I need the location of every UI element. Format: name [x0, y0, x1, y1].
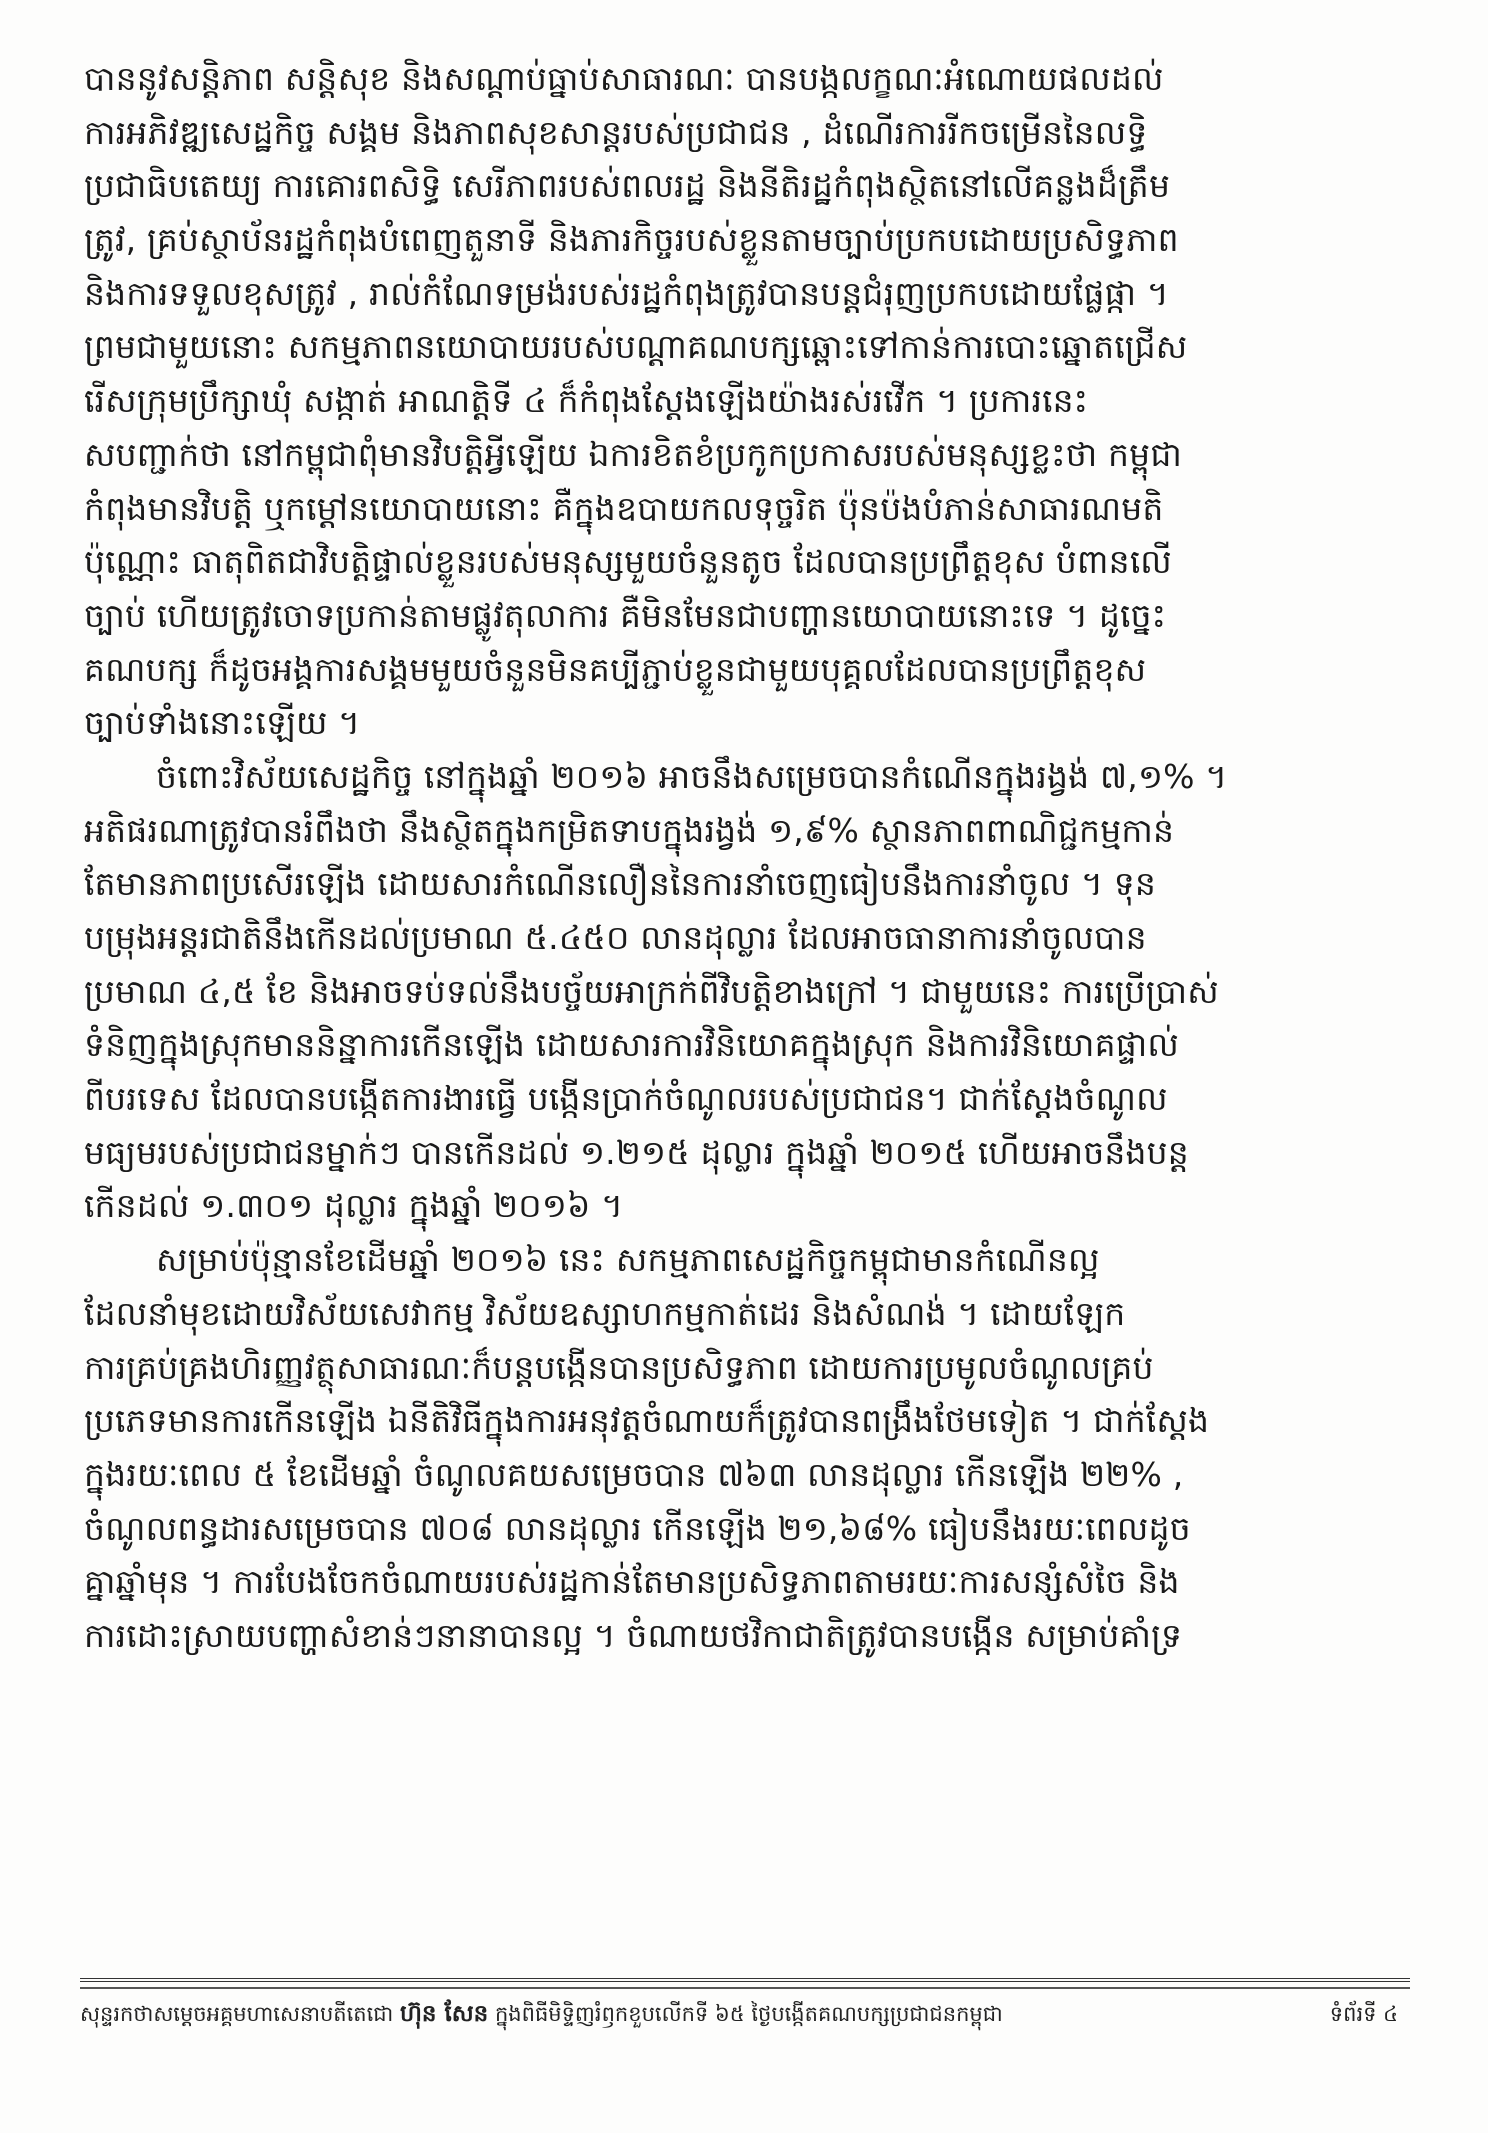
text-line: ច្បាប់ ហើយត្រូវចោទប្រកាន់តាមផ្លូវតុលាការ គឺមិនមែនជាបញ្ហានយោបាយនោះទេ ។ ដូច្នេះ	[84, 595, 1167, 635]
text-line: កើនដល់ ១.៣០១ ដុល្លារ ក្នុងឆ្នាំ ២០១៦ ។	[84, 1186, 624, 1226]
paragraph	[84, 52, 1404, 750]
text-line: ចំណូលពន្ធដារសម្រេចបាន ៧០៨ លានដុល្លារ កើនឡើង ២១,៦៨% ធៀបនឹងរយៈពេលដូច	[84, 1508, 1191, 1548]
text-line: ដែលនាំមុខដោយវិស័យសេវាកម្ម វិស័យឧស្សាហកម្មកាត់ដេរ និងសំណង់ ។ ដោយឡែក	[84, 1293, 1126, 1333]
text-line: ប្រភេទមានការកើនឡើង ឯនីតិវិធីក្នុងការអនុវត្តចំណាយក៏ត្រូវបានពង្រឹងថែមទៀត ។ ជាក់ស្តែង	[84, 1401, 1210, 1441]
text-line: គ្នាឆ្នាំមុន ។ ការបែងចែកចំណាយរបស់រដ្ឋកាន់តែមានប្រសិទ្ធភាពតាមរយៈការសន្សំសំចៃ និង	[84, 1562, 1180, 1602]
text-line: ការគ្រប់គ្រងហិរញ្ញវត្ថុសាធារណៈក៏បន្តបង្កើនបានប្រសិទ្ធភាព ដោយការប្រមូលចំណូលគ្រប់	[84, 1347, 1154, 1387]
text-line: សម្រាប់ប៉ុន្មានខែដើមឆ្នាំ ២០១៦ នេះ សកម្មភាពសេដ្ឋកិច្ចកម្ពុជាមានកំណើនល្អ	[156, 1240, 1100, 1280]
text-line: មធ្យមរបស់ប្រជាជនម្នាក់ៗ បានកើនដល់ ១.២១៥ ដុល្លារ ក្នុងឆ្នាំ ២០១៥ ហើយអាចនឹងបន្ត	[84, 1132, 1189, 1172]
text-line: ពីបរទេស ដែលបានបង្កើតការងារធ្វើ បង្កើនប្រាក់ចំណូលរបស់ប្រជាជន។ ជាក់ស្តែងចំណូល	[84, 1079, 1168, 1119]
text-line: ក្នុងរយៈពេល ៥ ខែដើមឆ្នាំ ចំណូលគយសម្រេចបាន ៧៦៣ លានដុល្លារ កើនឡើង ២២% ,	[84, 1454, 1184, 1494]
text-line: ចំពោះវិស័យសេដ្ឋកិច្ច នៅក្នុងឆ្នាំ ២០១៦ អាចនឹងសម្រេចបានកំណើនក្នុងរង្វង់ ៧,១% ។	[156, 756, 1228, 796]
text-line: ប្រជាធិបតេយ្យ ការគោរពសិទ្ធិ សេរីភាពរបស់ពលរដ្ឋ និងនីតិរដ្ឋកំពុងស្ថិតនៅលើគន្លងដ៏ត្រឹម	[84, 166, 1171, 206]
text-line: ការអភិវឌ្ឍសេដ្ឋកិច្ច សង្គម និងភាពសុខសាន្តរបស់ប្រជាជន , ដំណើរការរីកចម្រើននៃលទ្ធិ	[84, 112, 1148, 152]
text-line: ទំនិញក្នុងស្រុកមាននិន្នាការកើនឡើង ដោយសារការវិនិយោគក្នុងស្រុក និងការវិនិយោគផ្ទាល់	[84, 1025, 1179, 1065]
text-line: អតិផរណាត្រូវបានរំពឹងថា នឹងស្ថិតក្នុងកម្រិតទាបក្នុងរង្វង់ ១,៩% ស្ថានភាពពាណិជ្ជកម្មកាន់	[84, 810, 1175, 850]
footer-divider-thin	[80, 1987, 1410, 1989]
text-line: ព្រមជាមួយនោះ សកម្មភាពនយោបាយរបស់បណ្តាគណបក្សឆ្ពោះទៅកាន់ការបោះឆ្នោតជ្រើស	[84, 327, 1188, 367]
footer-speaker-name: ហ៊ុន សែន	[399, 2001, 489, 2027]
footer-title-prefix: សុន្ទរកថាសម្តេចអគ្គមហាសេនាបតីតេជោ	[80, 2002, 394, 2026]
body-text	[84, 52, 1404, 1663]
text-line: រើសក្រុមប្រឹក្សាឃុំ សង្កាត់ អាណត្តិទី ៤ ក៏កំពុងស្តែងឡើងយ៉ាងរស់រវើក ។ ប្រការនេះ	[84, 381, 1089, 421]
text-line: កំពុងមានវិបត្តិ ឬកម្តៅនយោបាយនោះ គឺក្នុងឧបាយកលទុច្ចរិត ប៉ុនប៉ងបំភាន់សាធារណមតិ	[84, 488, 1164, 528]
page-footer	[80, 1994, 1410, 2034]
footer-divider	[80, 1978, 1410, 1982]
text-line: ច្បាប់ទាំងនោះឡើយ ។	[84, 703, 361, 743]
paragraph	[84, 1233, 1404, 1663]
text-line: និងការទទួលខុសត្រូវ , រាល់កំណែទម្រង់របស់រដ្ឋកំពុងត្រូវបានបន្តជំរុញប្រកបដោយផ្លែផ្កា ។	[84, 273, 1169, 313]
text-line: ត្រូវ, គ្រប់ស្ថាប័នរដ្ឋកំពុងបំពេញតួនាទី និងភារកិច្ចរបស់ខ្លួនតាមច្បាប់ប្រកបដោយប្រសិទ្ធភាព	[84, 220, 1179, 260]
text-line: ប៉ុណ្ណោះ ធាតុពិតជាវិបត្តិផ្ទាល់ខ្លួនរបស់មនុស្សមួយចំនួនតូច ដែលបានប្រព្រឹត្តខុស បំពានលើ	[84, 542, 1172, 582]
text-line: បម្រុងអន្តរជាតិនឹងកើនដល់ប្រមាណ ៥.៤៥០ លានដុល្លារ ដែលអាចធានាការនាំចូលបាន	[84, 918, 1147, 957]
text-line: បាននូវសន្តិភាព សន្តិសុខ និងសណ្តាប់ធ្នាប់សាធារណៈ បានបង្កលក្ខណៈអំណោយផលដល់	[84, 59, 1164, 98]
paragraph	[84, 750, 1404, 1233]
text-line: ការដោះស្រាយបញ្ហាសំខាន់ៗនានាបានល្អ ។ ចំណាយថវិកាជាតិត្រូវបានបង្កើន សម្រាប់គាំទ្រ	[84, 1615, 1183, 1655]
footer-title-suffix: ក្នុងពិធីមិទ្ទិញរំឭកខួបលើកទី ៦៥ ថ្ងៃបង្កើតគណបក្សប្រជាជនកម្ពុជា	[494, 2002, 1003, 2026]
text-line: តែមានភាពប្រសើរឡើង ដោយសារកំណើនលឿននៃការនាំចេញធៀបនឹងការនាំចូល ។ ទុន	[84, 864, 1157, 904]
text-line: គណបក្ស ក៏ដូចអង្គការសង្គមមួយចំនួនមិនគប្បីភ្ជាប់ខ្លួនជាមួយបុគ្គលដែលបានប្រព្រឹត្តខុស	[84, 649, 1147, 689]
page-number: ទំព័រទី ៤	[1329, 2002, 1398, 2026]
text-line: សបញ្ជាក់ថា នៅកម្ពុជាពុំមានវិបត្តិអ្វីឡើយ ឯការខិតខំប្រកូកប្រកាសរបស់មនុស្សខ្លះថា កម្ពុជា	[84, 434, 1182, 474]
text-line: ប្រមាណ ៤,៥ ខែ និងអាចទប់ទល់នឹងបច្ច័យអាក្រក់ពីវិបត្តិខាងក្រៅ ។ ជាមួយនេះ ការប្រើប្រាស់	[84, 971, 1219, 1011]
